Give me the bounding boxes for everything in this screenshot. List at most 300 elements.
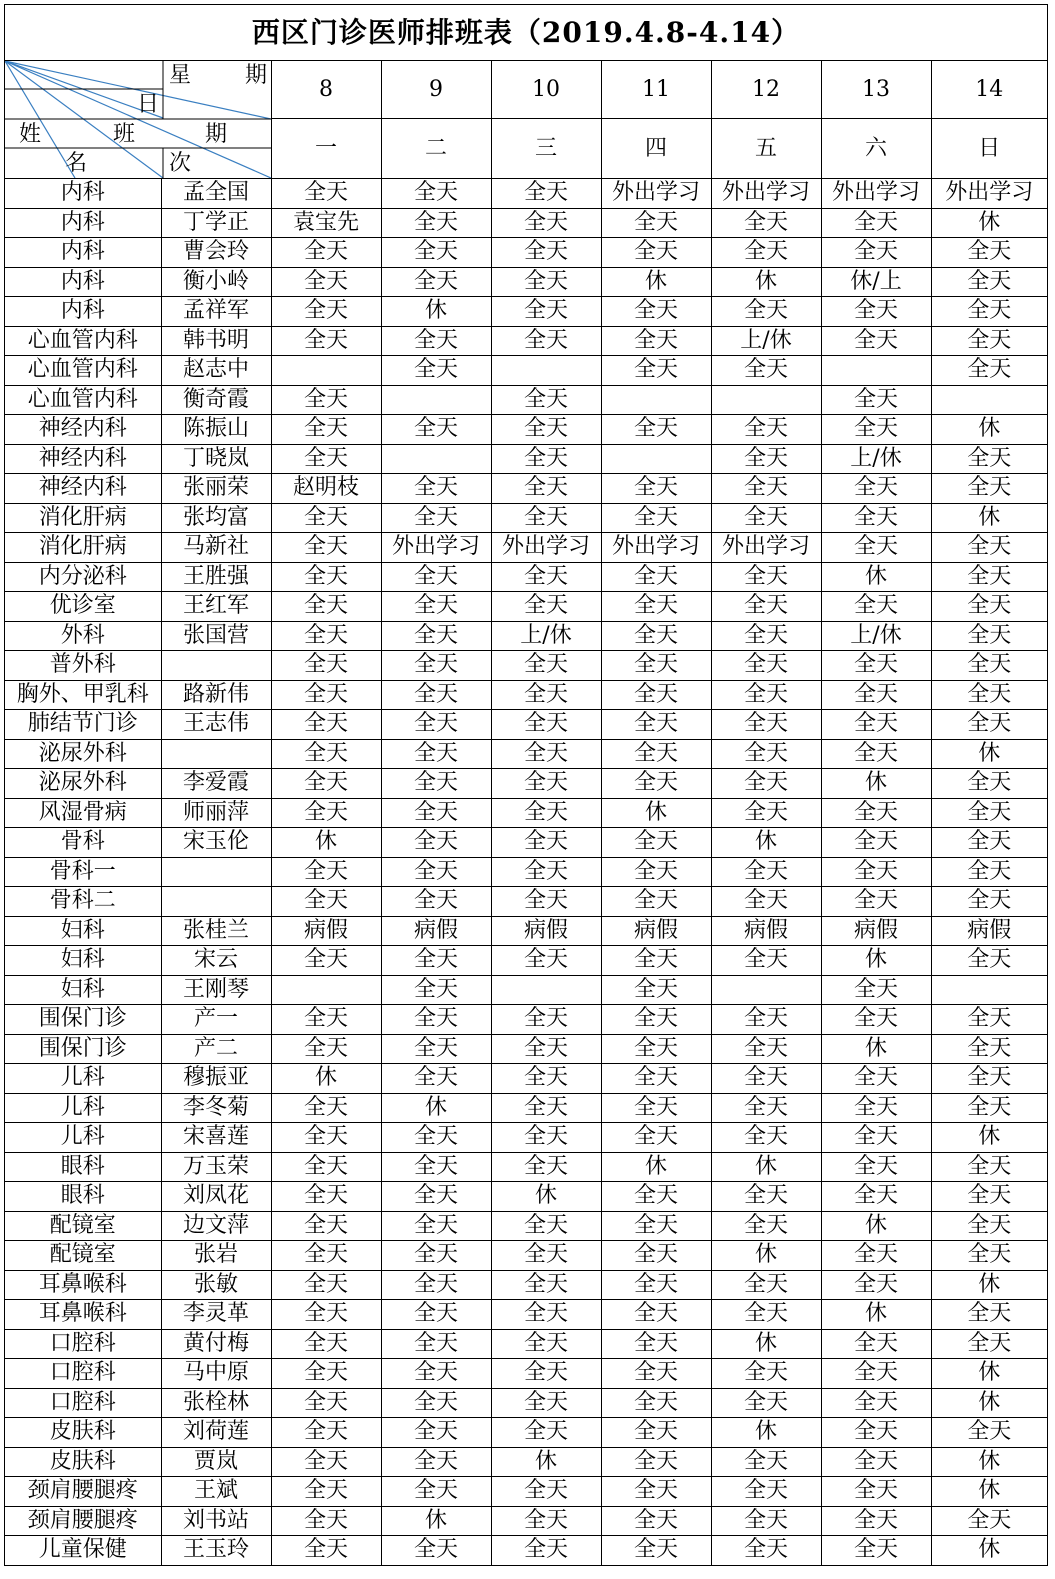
doctor-name-cell: 李灵革 [161,1300,271,1330]
shift-cell: 全天 [821,1329,931,1359]
shift-cell: 休 [931,503,1047,533]
shift-cell: 全天 [491,1005,601,1035]
shift-cell: 全天 [601,415,711,445]
shift-cell: 全天 [601,356,711,386]
shift-cell: 全天 [601,1506,711,1536]
shift-cell: 休 [711,1241,821,1271]
shift-cell: 全天 [821,1359,931,1389]
corner-header-cell [5,61,271,179]
table-row [5,1418,1047,1448]
shift-cell: 全天 [381,680,491,710]
shift-cell: 全天 [931,1241,1047,1271]
shift-cell: 外出学习 [821,179,931,209]
doctor-name-cell: 丁晓岚 [161,444,271,474]
shift-cell: 全天 [601,474,711,504]
shift-cell: 全天 [601,1123,711,1153]
doctor-name-cell: 王红军 [161,592,271,622]
shift-cell: 休 [601,798,711,828]
dept-cell: 妇科 [5,916,161,946]
dept-cell: 肺结节门诊 [5,710,161,740]
shift-cell: 全天 [491,651,601,681]
doctor-name-cell [161,887,271,917]
shift-cell: 全天 [271,385,381,415]
shift-cell [491,356,601,386]
doctor-name-cell: 王胜强 [161,562,271,592]
shift-cell: 全天 [271,533,381,563]
shift-cell: 全天 [821,651,931,681]
shift-cell: 全天 [491,474,601,504]
shift-cell: 全天 [821,474,931,504]
shift-cell: 全天 [601,828,711,858]
shift-cell: 全天 [931,651,1047,681]
table-row [5,946,1047,976]
doctor-name-cell: 产二 [161,1034,271,1064]
shift-cell: 全天 [821,1418,931,1448]
page-title: 西区门诊医师排班表（2019.4.8-4.14） [5,5,1047,61]
shift-cell: 全天 [711,1447,821,1477]
shift-cell: 全天 [711,1093,821,1123]
shift-cell: 休 [931,739,1047,769]
shift-cell: 全天 [601,1093,711,1123]
shift-cell: 全天 [601,238,711,268]
shift-cell: 全天 [491,887,601,917]
shift-cell: 全天 [271,887,381,917]
shift-cell: 上/休 [821,621,931,651]
table-row [5,444,1047,474]
dept-cell: 眼科 [5,1182,161,1212]
shift-cell: 全天 [711,1536,821,1565]
shift-cell: 全天 [271,326,381,356]
shift-cell: 全天 [931,267,1047,297]
shift-cell: 全天 [271,503,381,533]
shift-cell: 全天 [271,1300,381,1330]
shift-cell: 全天 [711,444,821,474]
dept-cell: 普外科 [5,651,161,681]
table-row [5,769,1047,799]
shift-cell: 全天 [821,533,931,563]
shift-cell: 全天 [601,326,711,356]
shift-cell: 全天 [491,1034,601,1064]
doctor-name-cell: 韩书明 [161,326,271,356]
shift-cell: 上/休 [491,621,601,651]
weekday-header: 五 [711,119,821,179]
doctor-name-cell [161,857,271,887]
shift-cell: 全天 [711,1270,821,1300]
shift-cell: 休 [931,415,1047,445]
shift-cell: 全天 [821,1093,931,1123]
shift-cell: 休 [931,1536,1047,1565]
shift-cell: 休 [931,1477,1047,1507]
shift-cell: 全天 [491,444,601,474]
shift-cell: 全天 [931,1034,1047,1064]
table-row [5,710,1047,740]
shift-cell: 全天 [381,238,491,268]
shift-cell: 全天 [601,592,711,622]
shift-cell: 全天 [711,562,821,592]
shift-cell: 全天 [931,1211,1047,1241]
weekday-header: 二 [381,119,491,179]
doctor-name-cell: 丁学正 [161,208,271,238]
corner-label-xing-name: 姓 [19,122,42,147]
shift-cell: 全天 [711,680,821,710]
shift-cell: 全天 [601,1359,711,1389]
table-row [5,1388,1047,1418]
table-row [5,503,1047,533]
shift-cell: 全天 [381,1447,491,1477]
shift-cell: 全天 [381,356,491,386]
shift-cell [491,975,601,1005]
doctor-name-cell: 衡奇霞 [161,385,271,415]
shift-cell: 全天 [491,1359,601,1389]
shift-cell: 全天 [271,267,381,297]
shift-cell [271,356,381,386]
shift-cell: 全天 [491,946,601,976]
shift-cell: 全天 [821,1536,931,1565]
shift-cell: 全天 [931,1329,1047,1359]
shift-cell: 全天 [491,1477,601,1507]
shift-cell: 全天 [711,739,821,769]
doctor-name-cell: 王斌 [161,1477,271,1507]
shift-cell: 全天 [601,651,711,681]
shift-cell: 全天 [381,887,491,917]
shift-cell: 全天 [711,651,821,681]
shift-cell: 病假 [821,916,931,946]
shift-cell: 全天 [931,798,1047,828]
shift-cell: 全天 [491,1329,601,1359]
schedule-table [5,61,1047,1565]
dept-cell: 皮肤科 [5,1418,161,1448]
dept-cell: 消化肝病 [5,533,161,563]
shift-cell: 全天 [381,562,491,592]
table-row [5,1182,1047,1212]
shift-cell: 全天 [491,297,601,327]
shift-cell [381,444,491,474]
shift-cell [601,444,711,474]
shift-cell: 全天 [271,1093,381,1123]
dept-cell: 皮肤科 [5,1447,161,1477]
shift-cell: 全天 [381,415,491,445]
shift-cell: 全天 [931,592,1047,622]
shift-cell: 全天 [271,680,381,710]
dept-cell: 泌尿外科 [5,769,161,799]
shift-cell: 全天 [821,710,931,740]
doctor-name-cell: 王志伟 [161,710,271,740]
doctor-name-cell: 李爱霞 [161,769,271,799]
shift-cell: 全天 [381,739,491,769]
shift-cell: 全天 [821,680,931,710]
shift-cell: 全天 [491,238,601,268]
shift-cell: 全天 [491,1418,601,1448]
shift-cell: 全天 [491,179,601,209]
shift-cell: 外出学习 [711,179,821,209]
shift-cell: 休 [931,208,1047,238]
shift-cell: 病假 [381,916,491,946]
shift-cell: 全天 [931,621,1047,651]
shift-cell: 病假 [931,916,1047,946]
shift-cell [711,385,821,415]
shift-cell: 全天 [271,1536,381,1565]
dept-cell: 消化肝病 [5,503,161,533]
shift-cell: 全天 [271,562,381,592]
table-row [5,415,1047,445]
weekday-header: 日 [931,119,1047,179]
shift-cell: 全天 [931,533,1047,563]
shift-cell: 全天 [271,179,381,209]
doctor-name-cell: 陈振山 [161,415,271,445]
shift-cell: 休 [821,1211,931,1241]
shift-cell: 全天 [821,208,931,238]
shift-cell: 全天 [931,326,1047,356]
shift-cell: 全天 [821,798,931,828]
shift-cell: 全天 [271,1329,381,1359]
doctor-name-cell: 张丽荣 [161,474,271,504]
shift-cell: 全天 [271,1477,381,1507]
shift-cell: 休 [491,1447,601,1477]
shift-cell: 全天 [491,1536,601,1565]
shift-cell: 休 [601,267,711,297]
table-row [5,680,1047,710]
table-row [5,267,1047,297]
doctor-name-cell: 贾岚 [161,1447,271,1477]
dept-cell: 内科 [5,179,161,209]
shift-cell: 全天 [271,1418,381,1448]
date-header: 8 [271,61,381,119]
weekday-header: 六 [821,119,931,179]
date-header: 9 [381,61,491,119]
doctor-name-cell: 万玉荣 [161,1152,271,1182]
shift-cell: 全天 [381,1211,491,1241]
shift-cell: 全天 [601,208,711,238]
doctor-name-cell: 产一 [161,1005,271,1035]
dept-cell: 神经内科 [5,474,161,504]
shift-cell: 全天 [271,946,381,976]
diagonal-lines [5,61,271,178]
shift-cell: 全天 [931,1064,1047,1094]
shift-cell: 休 [931,1359,1047,1389]
shift-cell: 全天 [381,326,491,356]
doctor-name-cell: 张岩 [161,1241,271,1271]
shift-cell: 全天 [821,739,931,769]
shift-cell: 全天 [711,208,821,238]
dept-cell: 神经内科 [5,444,161,474]
shift-cell: 全天 [491,267,601,297]
shift-cell: 上/休 [821,444,931,474]
header-row-dates [5,61,1047,119]
shift-cell: 全天 [821,887,931,917]
shift-cell: 全天 [381,857,491,887]
doctor-name-cell: 孟全国 [161,179,271,209]
shift-cell: 全天 [711,503,821,533]
weekday-header: 三 [491,119,601,179]
table-row [5,1211,1047,1241]
shift-cell: 全天 [271,651,381,681]
table-row [5,916,1047,946]
shift-cell: 全天 [601,297,711,327]
shift-cell: 全天 [601,680,711,710]
shift-cell: 全天 [271,1211,381,1241]
doctor-name-cell: 穆振亚 [161,1064,271,1094]
dept-cell: 胸外、甲乳科 [5,680,161,710]
table-row [5,975,1047,1005]
shift-cell: 全天 [271,710,381,740]
date-header: 11 [601,61,711,119]
doctor-name-cell: 张均富 [161,503,271,533]
shift-cell: 全天 [271,1506,381,1536]
shift-cell: 全天 [821,1477,931,1507]
table-row [5,1300,1047,1330]
shift-cell: 全天 [931,238,1047,268]
dept-cell: 骨科 [5,828,161,858]
shift-cell: 全天 [931,1152,1047,1182]
shift-cell: 全天 [491,562,601,592]
dept-cell: 神经内科 [5,415,161,445]
shift-cell: 休 [931,1447,1047,1477]
dept-cell: 耳鼻喉科 [5,1270,161,1300]
doctor-name-cell: 师丽萍 [161,798,271,828]
shift-cell: 全天 [271,297,381,327]
dept-cell: 颈肩腰腿疼 [5,1477,161,1507]
shift-cell: 外出学习 [491,533,601,563]
shift-cell: 全天 [601,769,711,799]
shift-cell: 休 [931,1388,1047,1418]
corner-label-ming: 名 [65,151,88,176]
shift-cell: 全天 [601,887,711,917]
shift-cell: 全天 [821,592,931,622]
shift-cell: 全天 [491,857,601,887]
shift-cell: 外出学习 [711,533,821,563]
dept-cell: 外科 [5,621,161,651]
shift-cell: 全天 [931,828,1047,858]
shift-cell: 全天 [711,769,821,799]
dept-cell: 内科 [5,267,161,297]
shift-cell: 全天 [601,710,711,740]
shift-cell: 休 [821,1300,931,1330]
shift-cell: 全天 [271,238,381,268]
shift-cell: 休/上 [821,267,931,297]
shift-cell: 全天 [931,1093,1047,1123]
doctor-name-cell: 刘荷莲 [161,1418,271,1448]
shift-cell: 休 [821,946,931,976]
shift-cell [711,975,821,1005]
weekday-header: 四 [601,119,711,179]
shift-cell: 全天 [821,1388,931,1418]
shift-cell: 全天 [711,798,821,828]
shift-cell: 全天 [821,1123,931,1153]
table-row [5,887,1047,917]
table-row [5,1447,1047,1477]
shift-cell: 病假 [601,916,711,946]
shift-cell: 全天 [821,828,931,858]
shift-cell: 休 [821,769,931,799]
shift-cell: 全天 [821,385,931,415]
shift-cell: 全天 [931,946,1047,976]
shift-cell: 全天 [711,1034,821,1064]
dept-cell: 儿科 [5,1064,161,1094]
shift-cell: 全天 [931,444,1047,474]
shift-cell: 全天 [381,179,491,209]
shift-cell: 全天 [601,857,711,887]
schedule-sheet [4,4,1048,1566]
table-row [5,385,1047,415]
dept-cell: 口腔科 [5,1388,161,1418]
shift-cell: 全天 [821,1241,931,1271]
table-row [5,857,1047,887]
corner-label-ci: 次 [169,151,192,176]
dept-cell: 骨科二 [5,887,161,917]
shift-cell: 休 [711,1418,821,1448]
shift-cell: 外出学习 [601,179,711,209]
shift-cell: 病假 [271,916,381,946]
shift-cell: 全天 [491,503,601,533]
shift-cell: 全天 [271,1388,381,1418]
shift-cell: 休 [711,1152,821,1182]
dept-cell: 配镜室 [5,1241,161,1271]
shift-cell: 全天 [381,1300,491,1330]
table-row [5,562,1047,592]
shift-cell: 全天 [601,1005,711,1035]
date-header: 12 [711,61,821,119]
shift-cell: 全天 [601,1329,711,1359]
shift-cell: 休 [931,1270,1047,1300]
shift-cell: 全天 [381,1005,491,1035]
shift-cell: 全天 [381,208,491,238]
dept-cell: 围保门诊 [5,1034,161,1064]
shift-cell: 全天 [271,444,381,474]
dept-cell: 风湿骨病 [5,798,161,828]
shift-cell: 全天 [711,356,821,386]
dept-cell: 儿童保健 [5,1536,161,1565]
corner-label-qi-top: 期 [245,63,268,88]
shift-cell: 全天 [491,326,601,356]
table-row [5,297,1047,327]
shift-cell: 全天 [821,1506,931,1536]
shift-cell: 全天 [931,1005,1047,1035]
shift-cell: 全天 [711,238,821,268]
shift-cell: 全天 [711,1005,821,1035]
shift-cell: 全天 [601,1300,711,1330]
dept-cell: 内科 [5,238,161,268]
corner-label-xing: 星 [169,63,192,88]
shift-cell: 休 [711,1329,821,1359]
shift-cell: 全天 [491,1506,601,1536]
shift-cell: 全天 [491,798,601,828]
shift-cell: 全天 [821,857,931,887]
shift-cell: 全天 [931,1506,1047,1536]
shift-cell: 全天 [271,798,381,828]
shift-cell: 全天 [821,975,931,1005]
shift-cell: 全天 [381,946,491,976]
shift-cell: 全天 [271,1270,381,1300]
dept-cell: 儿科 [5,1093,161,1123]
shift-cell: 全天 [931,562,1047,592]
table-row [5,621,1047,651]
shift-cell: 全天 [381,1359,491,1389]
table-row [5,179,1047,209]
shift-cell: 休 [381,1506,491,1536]
table-row [5,1093,1047,1123]
dept-cell: 颈肩腰腿疼 [5,1506,161,1536]
shift-cell: 全天 [381,651,491,681]
shift-cell: 外出学习 [931,179,1047,209]
shift-cell: 全天 [931,857,1047,887]
shift-cell: 全天 [821,238,931,268]
dept-cell: 口腔科 [5,1359,161,1389]
shift-cell: 全天 [931,769,1047,799]
shift-cell: 休 [381,1093,491,1123]
shift-cell: 全天 [711,415,821,445]
shift-cell: 全天 [931,1182,1047,1212]
shift-cell: 全天 [491,1270,601,1300]
